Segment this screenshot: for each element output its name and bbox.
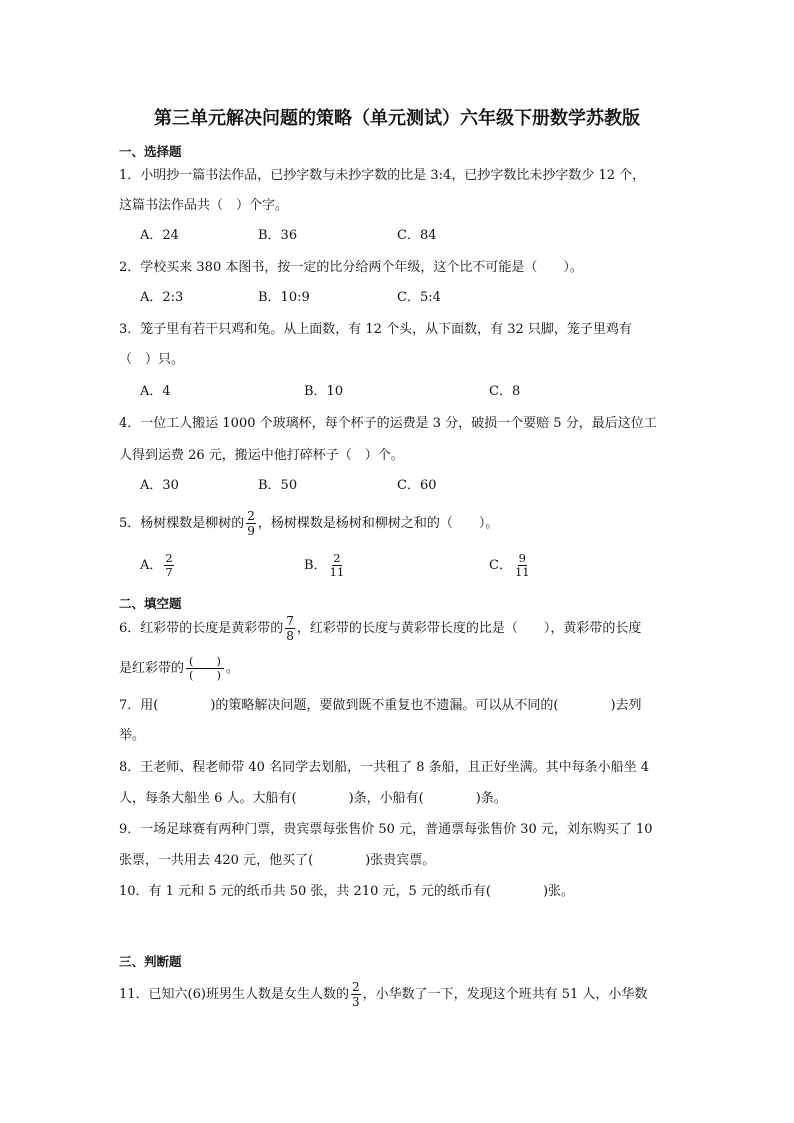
- question-6-fraction: [285, 614, 295, 643]
- section-heading-fill-in: 二、填空题: [119, 596, 182, 611]
- question-11-text-post: ，小华数了一下，发现这个班共有 51 人，小华数: [362, 987, 648, 1002]
- question-11-fraction: [351, 980, 361, 1009]
- fraction-denominator: 3: [351, 995, 360, 1009]
- question-2-option-c: C．5:4: [397, 290, 441, 305]
- question-2-option-b: B．10:9: [258, 290, 310, 305]
- fraction-denominator: 8: [286, 629, 294, 643]
- fraction-numerator: 2: [351, 980, 360, 994]
- question-3-option-a: A．4: [140, 384, 171, 399]
- question-6-line-2: [119, 655, 239, 682]
- question-3-line-1: 3．笼子里有若干只鸡和兔。从上面数，有 12 个头，从下面数，有 32 只脚，笼子里鸡有: [119, 322, 632, 337]
- question-5-text-pre: 5．杨树棵数是柳树的: [119, 516, 245, 531]
- question-11-text-pre: 11．已知六(6)班男生人数是女生人数的: [119, 987, 349, 1002]
- page-title: 第三单元解决问题的策略（单元测试）六年级下册数学苏教版: [154, 108, 640, 129]
- option-label: A．: [140, 558, 163, 573]
- question-4-option-a: A．30: [140, 478, 179, 493]
- question-2-option-a: A．2:3: [140, 290, 184, 305]
- option-b-fraction: [329, 552, 346, 579]
- question-1-line-2: 这篇书法作品共（ ）个字。: [119, 198, 289, 213]
- fraction-numerator: 2: [247, 509, 255, 523]
- question-6-line-1: [119, 614, 641, 643]
- question-1-option-a: A．24: [140, 228, 179, 243]
- option-label: B．: [304, 558, 327, 573]
- question-5-option-b: [304, 552, 347, 579]
- question-3-option-b: B．10: [304, 384, 344, 399]
- question-6-answer-fraction-blank[interactable]: [186, 655, 224, 682]
- fraction-numerator: 2: [165, 551, 173, 565]
- question-6-text-post: ，红彩带的长度与黄彩带长度的比是（ ），黄彩带的长度: [296, 621, 642, 636]
- question-1-option-c: C．84: [397, 228, 437, 243]
- blank-denominator: ( ): [189, 668, 221, 682]
- question-2-line-1: 2．学校买来 380 本图书，按一定的比分给两个年级，这个比不可能是（ ）。: [119, 260, 583, 275]
- fraction-denominator: 7: [165, 565, 173, 579]
- question-7-line-1: 7．用( )的策略解决问题，要做到既不重复也不遗漏。可以从不同的( )去列: [119, 698, 642, 713]
- question-5-option-a: [140, 552, 176, 579]
- question-5-line-1: [119, 509, 498, 538]
- fraction-numerator: 7: [286, 614, 294, 628]
- option-label: C．: [489, 558, 512, 573]
- option-a-fraction: [164, 552, 173, 579]
- question-4-line-1: 4．一位工人搬运 1000 个玻璃杯，每个杯子的运费是 3 分，破损一个要赔 5 分，最后这位工: [119, 416, 657, 431]
- question-4-option-c: C．60: [397, 478, 437, 493]
- question-8-line-2: 人，每条大船坐 6 人。大船有( )条，小船有( )条。: [119, 791, 507, 806]
- question-6-line-2-pre: 是红彩带的: [119, 661, 185, 676]
- fraction-denominator: 11: [514, 565, 530, 579]
- question-7-line-2: 举。: [119, 728, 146, 743]
- question-5-fraction: [246, 509, 256, 538]
- fraction-numerator: 9: [518, 551, 526, 565]
- section-heading-true-false: 三、判断题: [119, 954, 182, 969]
- question-1-option-b: B．36: [258, 228, 298, 243]
- question-3-line-2: （ ）只。: [119, 352, 185, 367]
- question-5-option-c: [489, 552, 533, 579]
- fraction-denominator: 9: [247, 524, 255, 538]
- option-c-fraction: [514, 552, 531, 579]
- question-6-line-2-post: 。: [226, 661, 240, 676]
- fraction-denominator: 11: [329, 565, 345, 579]
- question-10-line-1: 10．有 1 元和 5 元的纸币共 50 张，共 210 元，5 元的纸币有( )张。: [119, 884, 575, 899]
- question-1-line-1: 1．小明抄一篇书法作品，已抄字数与未抄字数的比是 3:4，已抄字数比未抄字数少 12 个，: [119, 168, 646, 183]
- question-4-option-b: B．50: [258, 478, 298, 493]
- question-3-option-c: C．8: [489, 384, 521, 399]
- blank-numerator: ( ): [186, 655, 224, 669]
- question-9-line-1: 9．一场足球赛有两种门票，贵宾票每张售价 50 元，普通票每张售价 30 元，刘东购买了 10: [119, 822, 653, 837]
- question-8-line-1: 8．王老师、程老师带 40 名同学去划船，一共租了 8 条船，且正好坐满。其中每条小船坐 4: [119, 760, 650, 775]
- question-11-line-1: [119, 980, 647, 1009]
- question-6-text-pre: 6．红彩带的长度是黄彩带的: [119, 621, 284, 636]
- section-heading-choice: 一、选择题: [119, 144, 182, 159]
- question-5-text-post: ，杨树棵数是杨树和柳树之和的（ ）。: [257, 516, 499, 531]
- question-9-line-2: 张票，一共用去 420 元，他买了( )张贵宾票。: [119, 853, 436, 868]
- question-4-line-2: 人得到运费 26 元，搬运中他打碎杯子（ ）个。: [119, 448, 404, 463]
- fraction-numerator: 2: [333, 551, 341, 565]
